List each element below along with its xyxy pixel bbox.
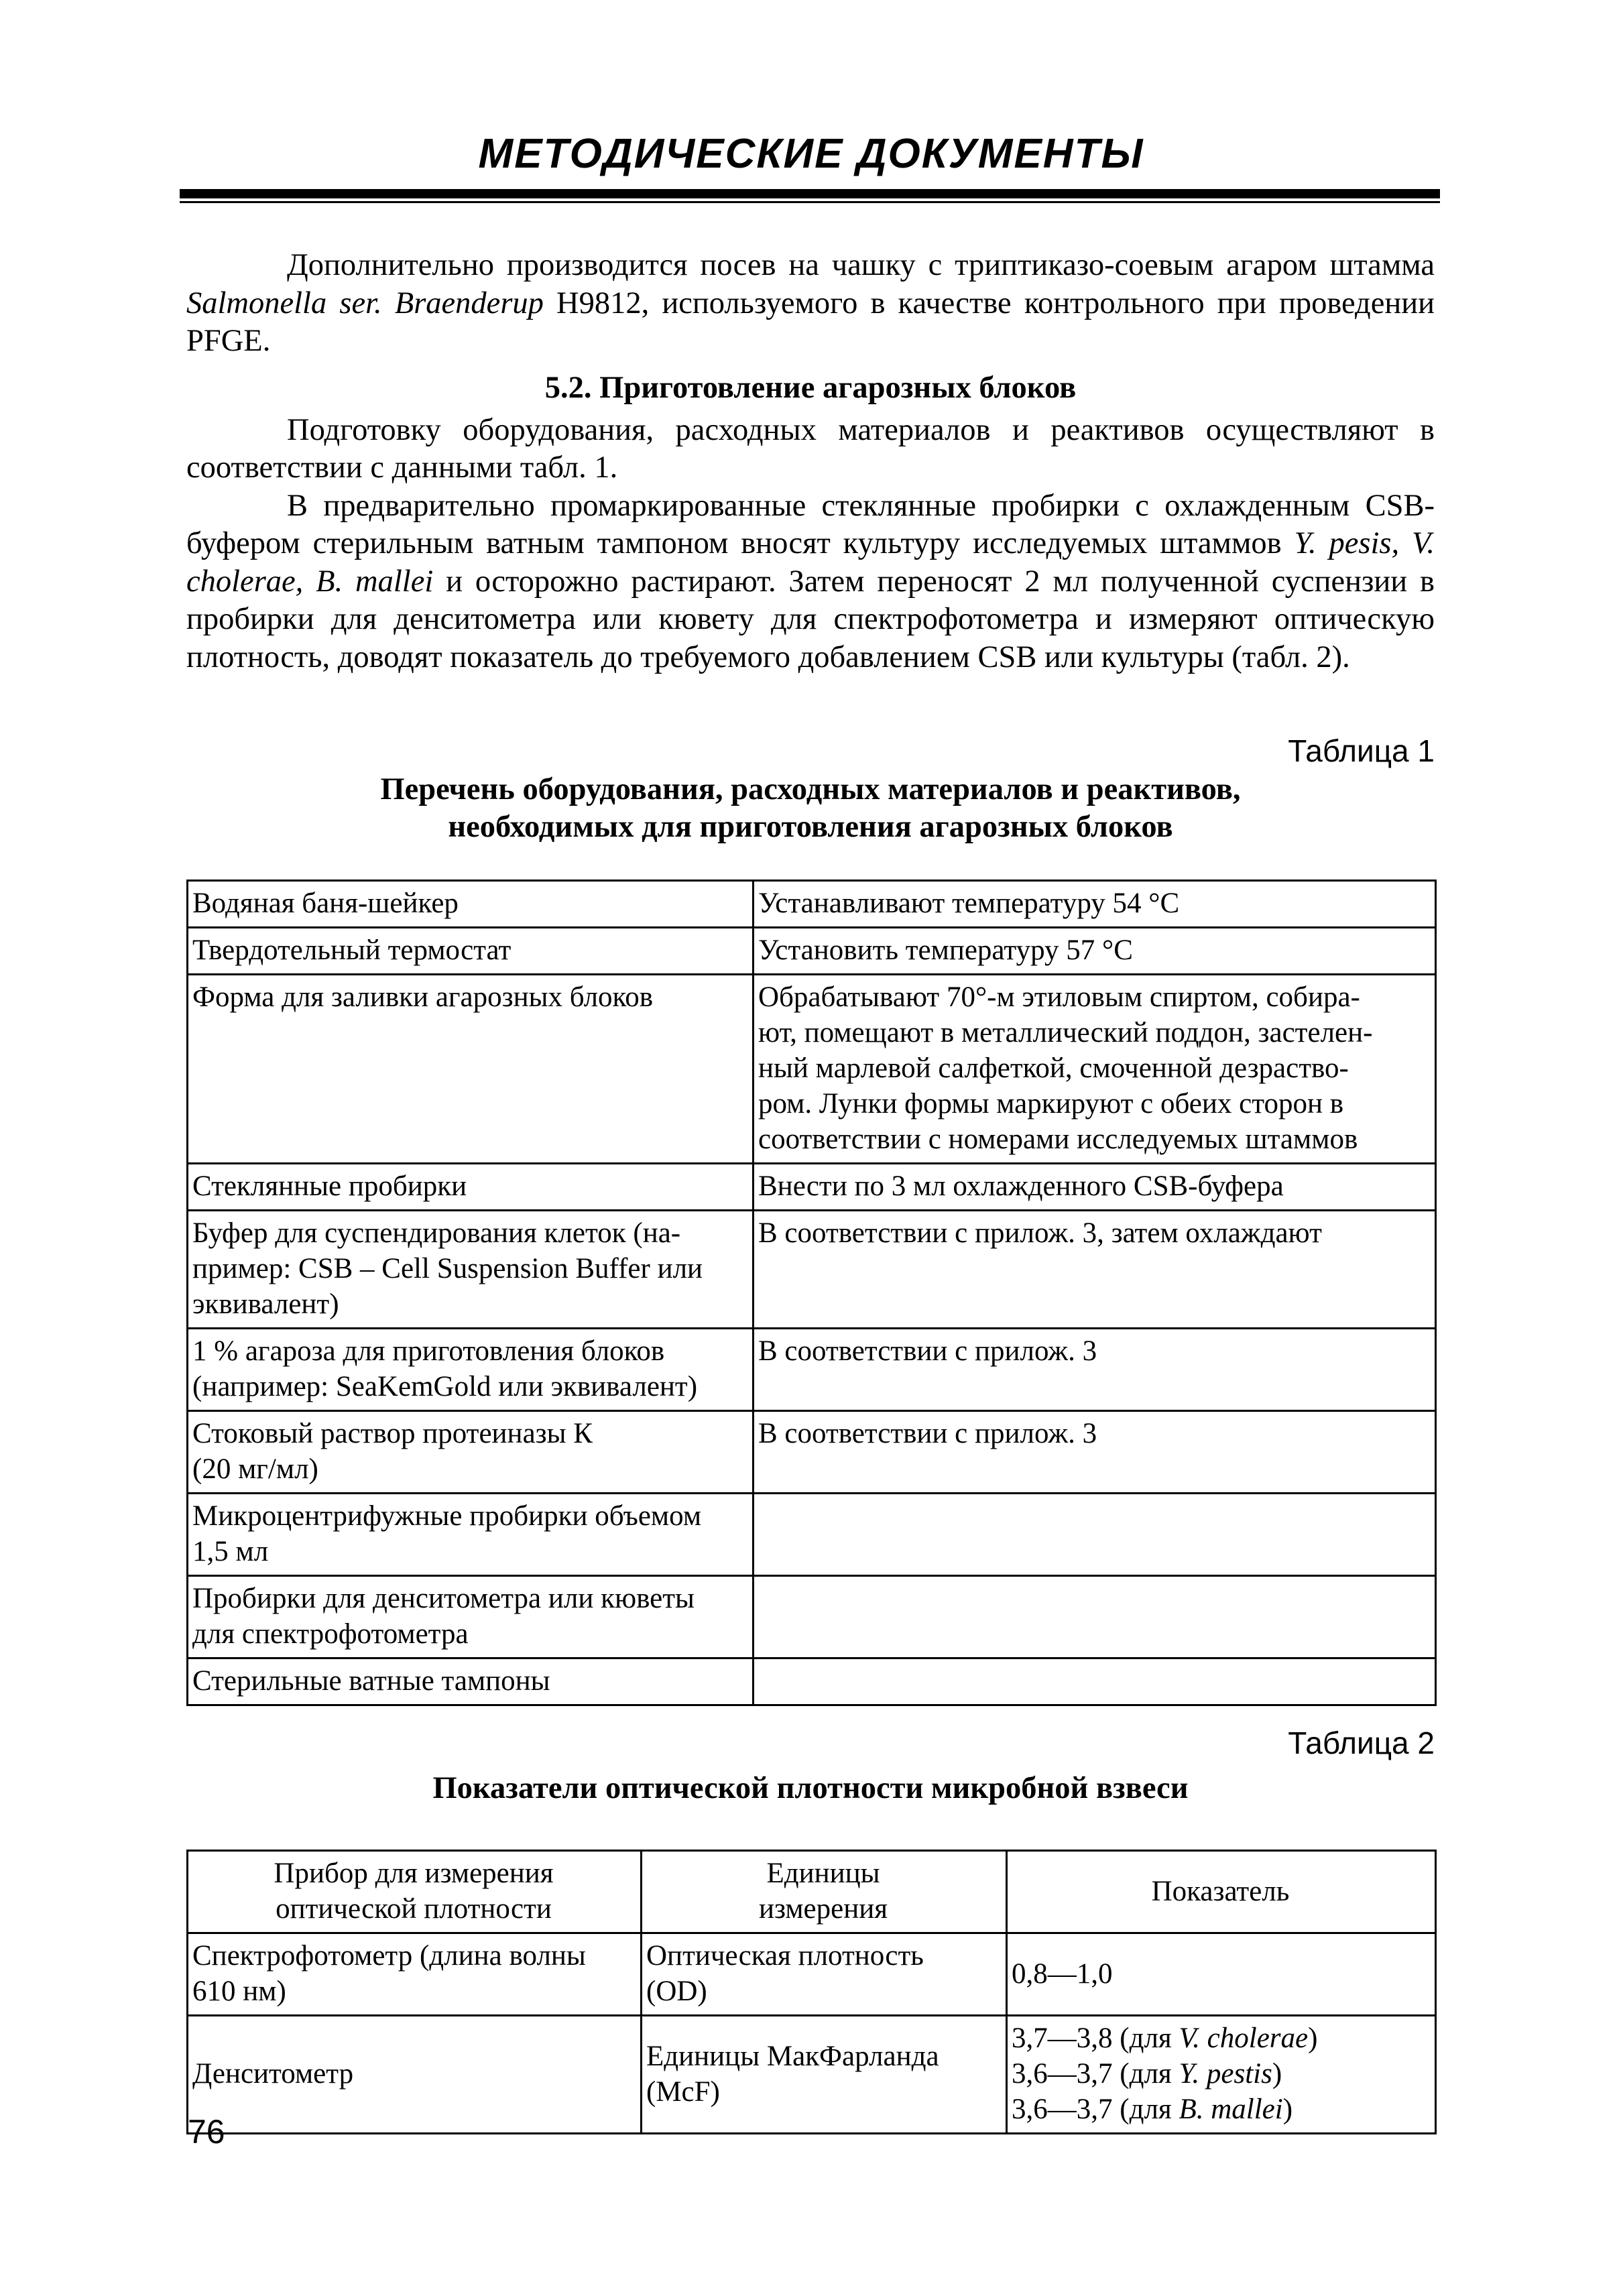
text-line: В соответствии с прилож. 3, затем охлаждают (758, 1217, 1322, 1249)
unit-cell (642, 1933, 1007, 2016)
equipment-item-cell (188, 1494, 754, 1576)
text-line: эквивалент) (192, 1288, 339, 1320)
text-line: оптической плотности (276, 1893, 552, 1925)
text-line: (20 мг/мл) (192, 1453, 318, 1485)
value-cell (1007, 2016, 1436, 2134)
equipment-table (186, 880, 1437, 1706)
text-line: Твердотельный термостат (192, 934, 512, 966)
equipment-note-cell (754, 1329, 1436, 1411)
value-cell (1007, 1933, 1436, 2016)
text-line: Буфер для суспендирования клеток (на- (192, 1217, 681, 1249)
text-line: Оптическая плотность (646, 1940, 924, 1972)
text-line: Устанавливают температуру 54 °С (758, 888, 1180, 919)
equipment-note-cell (754, 975, 1436, 1164)
text-line: 1 % агароза для приготовления блоков (192, 1335, 665, 1367)
text-line: (McF) (646, 2075, 720, 2108)
unit-cell (642, 2016, 1007, 2134)
table2-title: Показатели оптической плотности микробной взвеси (432, 1771, 1189, 1805)
equipment-note-cell (754, 1494, 1436, 1576)
italic-text: Salmonella ser. Braenderup (186, 286, 544, 320)
text-line: (например: SeaKemGold или эквивалент) (192, 1371, 698, 1402)
equipment-note-cell (754, 1658, 1436, 1705)
text-line: Микроцентрифужные пробирки объемом (192, 1500, 702, 1532)
equipment-item-cell (188, 1411, 754, 1494)
equipment-item-cell (188, 1658, 754, 1705)
italic-text: B. mallei (1179, 2094, 1283, 2125)
text-line: Прибор для измерения (274, 1858, 554, 1889)
text-line: (OD) (646, 1976, 707, 2007)
equipment-item-cell (188, 1211, 754, 1329)
text-line: необходимых для приготовления агарозных блоков (448, 810, 1173, 844)
equipment-note-cell (754, 881, 1436, 928)
text-line: Стоковый раствор протеиназы К (192, 1418, 593, 1449)
equipment-item-cell (188, 1164, 754, 1211)
text-line: Стеклянные пробирки (192, 1170, 467, 1202)
equipment-note-cell (754, 1576, 1436, 1658)
equipment-note-cell (754, 928, 1436, 975)
table-row (188, 1658, 1436, 1705)
text-line: 610 нм) (192, 1976, 286, 2007)
section-title: 5.2. Приготовление агарозных блоков (544, 370, 1077, 405)
text-line: пример: CSB – Cell Suspension Buffer или (192, 1253, 703, 1284)
table2-caption: Таблица 2 (1288, 1726, 1435, 1760)
unit-header-cell (642, 1851, 1007, 1933)
table1-title (186, 771, 1435, 846)
text-line: Спектрофотометр (длина волны (192, 1940, 586, 1972)
table-row (188, 1494, 1436, 1576)
table-row (188, 1329, 1436, 1411)
italic-text: V. cholerae (1179, 2022, 1309, 2054)
table-row (188, 1164, 1436, 1211)
header-rule-thin (180, 201, 1440, 203)
text-line: Показатель (1151, 1875, 1290, 1907)
text-line: измерения (758, 1893, 888, 1925)
text-line: Стерильные ватные тампоны (192, 1665, 550, 1697)
text-line: ный марлевой салфеткой, смоченной дезраство- (758, 1052, 1349, 1084)
text-line: Единицы МакФарланда (646, 2040, 939, 2072)
table-row (188, 1576, 1436, 1658)
table-row (188, 1933, 1436, 2016)
text-line: соответствии с номерами исследуемых штаммов (758, 1124, 1358, 1155)
equipment-item-cell (188, 1576, 754, 1658)
equipment-note-cell (754, 1164, 1436, 1211)
main-text (186, 247, 1435, 676)
device-header-cell (188, 1851, 642, 1933)
table-row (188, 881, 1436, 928)
equipment-note-cell (754, 1211, 1436, 1329)
equipment-item-cell (188, 1329, 754, 1411)
italic-text: Y. pestis (1179, 2058, 1272, 2090)
text-line: Пробирки для денситометра или кюветы (192, 1583, 695, 1614)
table-row (188, 975, 1436, 1164)
text-line: Форма для заливки агарозных блоков (192, 981, 654, 1013)
optical-density-table (186, 1850, 1437, 2134)
device-cell (188, 1933, 642, 2016)
italic-text: Y. pesis, V. cholerae, B. mallei (186, 526, 1435, 599)
text-line: ром. Лунки формы маркируют с обеих сторон в (758, 1088, 1344, 1120)
text-line: Единицы (766, 1858, 880, 1889)
equipment-item-cell (188, 881, 754, 928)
text-line: В соответствии с прилож. 3 (758, 1418, 1097, 1449)
text-line: 1,5 мл (192, 1536, 269, 1567)
text-line: Водяная баня-шейкер (192, 888, 459, 919)
table-row (188, 1411, 1436, 1494)
text-line: ют, помещают в металлический поддон, застелен- (758, 1017, 1373, 1048)
section-paragraph-1: Подготовку оборудования, расходных материалов и реактивов осуществляют в соответствии с данными табл. 1. (186, 412, 1435, 485)
text-line: Обрабатывают 70°-м этиловым спиртом, собира- (758, 981, 1360, 1013)
section-paragraph-2: В предварительно промаркированные стеклянные пробирки с охлажденным CSB-буфером стерильным ватным тампоном вносят культуру исследуемых штаммов Y. pesis, V. cholerae, B. mallei и осторожно растирают. Затем переносят 2 мл полученной суспензии в пробирки для денситометра или кювету для спектрофотометра и измеряют оптическую плотность, доводят показатель до требуемого добавлением CSB или культуры (табл. 2). (186, 488, 1435, 674)
table-header-row (188, 1851, 1436, 1933)
header-rule-thick (180, 189, 1440, 198)
value-line: 3,6—3,7 (для Y. pestis) (1012, 2058, 1282, 2090)
text-line: для спектрофотометра (192, 1618, 469, 1650)
equipment-note-cell (754, 1411, 1436, 1494)
text-line: Перечень оборудования, расходных материалов и реактивов, (380, 772, 1241, 806)
equipment-item-cell (188, 975, 754, 1164)
intro-paragraph: Дополнительно производится посев на чашку с триптиказо-соевым агаром штамма Salmonella ser. Braenderup H9812, используемого в качестве контрольного при проведении PFGE. (186, 248, 1435, 358)
value-line: 3,7—3,8 (для V. cholerae) (1012, 2022, 1318, 2054)
text-line: Установить температуру 57 °С (758, 934, 1133, 966)
device-cell (188, 2016, 642, 2134)
page-number: 76 (188, 2113, 225, 2151)
table-row (188, 1211, 1436, 1329)
table1-caption: Таблица 1 (1288, 733, 1435, 768)
value-header-cell (1007, 1851, 1436, 1933)
value-line: 3,6—3,7 (для B. mallei) (1012, 2094, 1293, 2125)
table-row (188, 2016, 1436, 2134)
text-line: Денситометр (192, 2058, 354, 2090)
page-header-title: МЕТОДИЧЕСКИЕ ДОКУМЕНТЫ (478, 131, 1144, 177)
table-row (188, 928, 1436, 975)
text-line: В соответствии с прилож. 3 (758, 1335, 1097, 1367)
text-line: Внести по 3 мл охлажденного CSB-буфера (758, 1170, 1284, 1202)
value-line: 0,8—1,0 (1012, 1957, 1113, 1990)
equipment-item-cell (188, 928, 754, 975)
